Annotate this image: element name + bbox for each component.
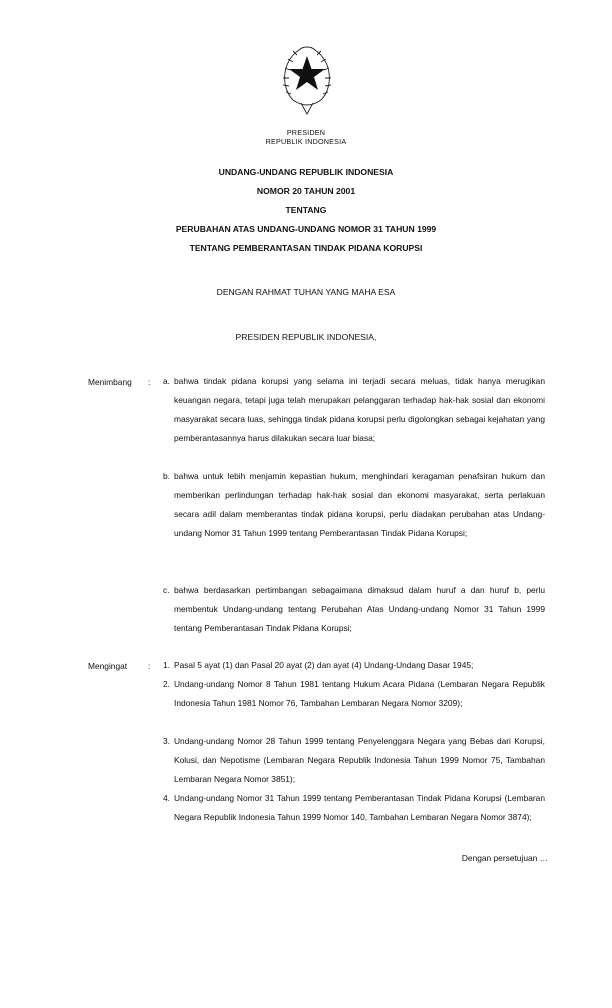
- header-president: PRESIDEN: [286, 128, 326, 137]
- item-marker: a.: [163, 376, 170, 386]
- item-text: Undang-undang Nomor 28 Tahun 1999 tentang Penyelenggara Negara yang Bebas dari Korupsi, Kolusi, dan Nepotisme (Lembaran Negara Republik Indonesia Tahun 1999 Nomor 75, Tambahan Lembaran Negara Nomor 3851);: [174, 736, 545, 784]
- list-item: [163, 732, 545, 789]
- header-republic: REPUBLIK INDONESIA: [265, 137, 347, 146]
- item-text: bahwa berdasarkan pertimbangan sebagaimana dimaksud dalam huruf a dan huruf b, perlu membentuk Undang-undang tentang Perubahan Atas Undang-undang Nomor 31 Tahun 1999 tentang Pemberantasan Tindak Pidana Korupsi;: [174, 585, 545, 633]
- menimbang-label: Menimbang: [88, 377, 132, 387]
- item-text: bahwa untuk lebih menjamin kepastian hukum, menghindari keragaman penafsiran hukum dan memberikan perlindungan terhadap hak-hak sosial dan ekonomi masyarakat, serta perlakuan secara adil dalam memberantas tindak pidana korupsi, perlu diadakan perubahan atas Undang-undang Nomor 31 Tahun 1999 tentang Pemberantasan Tindak Pidana Korupsi;: [174, 471, 545, 538]
- item-marker: b.: [163, 471, 170, 481]
- list-item: [163, 372, 545, 448]
- item-text: Undang-undang Nomor 8 Tahun 1981 tentang Hukum Acara Pidana (Lembaran Negara Republik Indonesia Tahun 1981 Nomor 76, Tambahan Lembaran Negara Nomor 3209);: [174, 679, 545, 708]
- garuda-star-emblem-icon: [279, 40, 335, 120]
- item-text: Pasal 5 ayat (1) dan Pasal 20 ayat (2) dan ayat (4) Undang-Undang Dasar 1945;: [174, 660, 474, 670]
- continuation-text: Dengan persetujuan …: [461, 853, 548, 863]
- menimbang-colon: :: [148, 377, 151, 387]
- list-item: [163, 789, 545, 827]
- title-line-4: PERUBAHAN ATAS UNDANG-UNDANG NOMOR 31 TAHUN 1999: [175, 224, 437, 234]
- item-marker: 2.: [163, 679, 170, 689]
- list-item: [163, 467, 545, 543]
- title-line-1: UNDANG-UNDANG REPUBLIK INDONESIA: [218, 167, 394, 177]
- mengingat-label: Mengingat: [88, 661, 128, 671]
- title-line-2: NOMOR 20 TAHUN 2001: [256, 186, 356, 196]
- list-item: [163, 581, 545, 638]
- list-item: [163, 656, 545, 675]
- president-line: PRESIDEN REPUBLIK INDONESIA,: [235, 332, 377, 342]
- item-marker: 4.: [163, 793, 170, 803]
- mengingat-colon: :: [148, 661, 151, 671]
- item-marker: 3.: [163, 736, 170, 746]
- title-line-3: TENTANG: [285, 205, 327, 215]
- title-line-5: TENTANG PEMBERANTASAN TINDAK PIDANA KORUPSI: [189, 243, 423, 253]
- blessing-line: DENGAN RAHMAT TUHAN YANG MAHA ESA: [216, 287, 396, 297]
- item-text: bahwa tindak pidana korupsi yang selama ini terjadi secara meluas, tidak hanya merugikan keuangan negara, tetapi juga telah merupakan pelanggaran terhadap hak-hak sosial dan ekonomi masyarakat secara luas, sehingga tindak pidana korupsi perlu digolongkan sebagai kejahatan yang pemberantasannya harus dilakukan secara luar biasa;: [174, 376, 545, 443]
- item-marker: 1.: [163, 660, 170, 670]
- list-item: [163, 675, 545, 713]
- item-marker: c.: [163, 585, 170, 595]
- item-text: Undang-undang Nomor 31 Tahun 1999 tentang Pemberantasan Tindak Pidana Korupsi (Lembaran Negara Republik Indonesia Tahun 1999 Nomor 140, Tambahan Lembaran Negara Nomor 3874);: [174, 793, 545, 822]
